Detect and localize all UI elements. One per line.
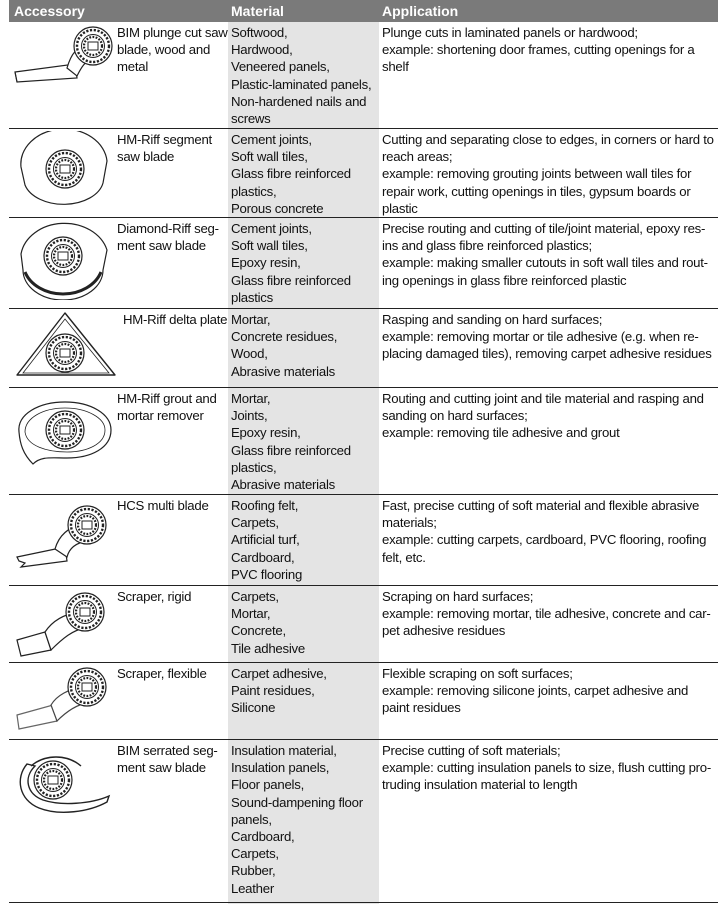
application-text: Rasping and sanding on hard surfaces; example: removing mortar or tile adhesive (e.g. when re- placing damaged tiles), removing carpet adhesive residues bbox=[382, 312, 712, 362]
table-row bbox=[9, 740, 718, 903]
serrated-segment-blade-icon bbox=[11, 742, 119, 822]
material-list: Carpet adhesive, Paint residues, Silicone bbox=[231, 666, 327, 716]
delta-plate-icon bbox=[11, 309, 121, 385]
application-text: Flexible scraping on soft surfaces; example: removing silicone joints, carpet adhesive and paint residues bbox=[382, 666, 689, 716]
accessory-name: Scraper, rigid bbox=[117, 589, 192, 604]
application-text: Precise cutting of soft materials; example: cutting insulation panels to size, flush cutting pro- truding insulation material to length bbox=[382, 743, 712, 793]
material-list: Mortar, Joints, Epoxy resin, Glass fibre reinforced plastics, Abrasive materials bbox=[231, 391, 351, 493]
table-row bbox=[9, 309, 718, 388]
grout-remover-icon bbox=[11, 392, 115, 472]
application-text: Cutting and separating close to edges, in corners or hard to reach areas; example: removing grouting joints between wall tiles for repair work, cutting openings in tiles, gypsum boards or plastic bbox=[382, 132, 714, 216]
accessory-name: HCS multi blade bbox=[117, 498, 209, 513]
flexible-scraper-icon bbox=[11, 663, 115, 737]
application-text: Plunge cuts in laminated panels or hardwood; example: shortening door frames, cutting openings for a shelf bbox=[382, 25, 695, 75]
accessory-name: HM-Riff grout and mortar remover bbox=[117, 391, 217, 424]
table-row bbox=[9, 495, 718, 586]
header-material: Material bbox=[231, 3, 284, 19]
header-application: Application bbox=[382, 3, 459, 19]
material-list: Softwood, Hardwood, Veneered panels, Plastic-laminated panels, Non-hardened nails and screws bbox=[231, 25, 372, 127]
material-list: Insulation material, Insulation panels, Floor panels, Sound-dampening floor panels, Cardboard, Carpets, Rubber, Leather bbox=[231, 743, 363, 896]
application-text: Scraping on hard surfaces; example: removing mortar, tile adhesive, concrete and car- pet adhesive residues bbox=[382, 589, 711, 639]
table-row bbox=[9, 663, 718, 740]
application-text: Routing and cutting joint and tile material and rasping and sanding on hard surfaces; example: removing tile adhesive and grout bbox=[382, 391, 704, 441]
header-accessory: Accessory bbox=[14, 3, 85, 19]
accessory-name: HM-Riff segment saw blade bbox=[117, 132, 212, 165]
segment-saw-blade-icon bbox=[11, 131, 115, 211]
material-list: Carpets, Mortar, Concrete, Tile adhesive bbox=[231, 589, 305, 656]
application-text: Fast, precise cutting of soft material and flexible abrasive materials; example: cutting carpets, cardboard, PVC flooring, roofing felt, etc. bbox=[382, 498, 707, 565]
application-text: Precise routing and cutting of tile/joint material, epoxy res- ins and glass fibre reinforced plastics; example: making smaller cutouts in soft wall tiles and rout- ing openings in glass fibre reinforced plastic bbox=[382, 221, 708, 288]
table-row bbox=[9, 388, 718, 495]
table-row bbox=[9, 218, 718, 309]
material-list: Roofing felt, Carpets, Artificial turf, Cardboard, PVC flooring bbox=[231, 498, 303, 582]
multi-blade-icon bbox=[11, 497, 115, 577]
material-list: Cement joints, Soft wall tiles, Epoxy resin, Glass fibre reinforced plastics bbox=[231, 221, 351, 305]
accessory-name: Scraper, flexible bbox=[117, 666, 207, 681]
plunge-cut-blade-icon bbox=[11, 24, 115, 94]
accessory-name: HM-Riff delta plate bbox=[123, 312, 228, 327]
rigid-scraper-icon bbox=[11, 588, 115, 660]
accessory-name: BIM plunge cut saw blade, wood and metal bbox=[117, 25, 228, 75]
table-row bbox=[9, 22, 718, 129]
accessory-name: Diamond-Riff seg- ment saw blade bbox=[117, 221, 219, 254]
accessory-name: BIM serrated seg- ment saw blade bbox=[117, 743, 218, 776]
material-list: Cement joints, Soft wall tiles, Glass fibre reinforced plastics, Porous concrete bbox=[231, 132, 351, 216]
table-row bbox=[9, 129, 718, 218]
material-list: Mortar, Concrete residues, Wood, Abrasive materials bbox=[231, 312, 338, 379]
table-row bbox=[9, 586, 718, 663]
diamond-segment-blade-icon bbox=[11, 220, 115, 300]
table-header bbox=[9, 0, 718, 22]
